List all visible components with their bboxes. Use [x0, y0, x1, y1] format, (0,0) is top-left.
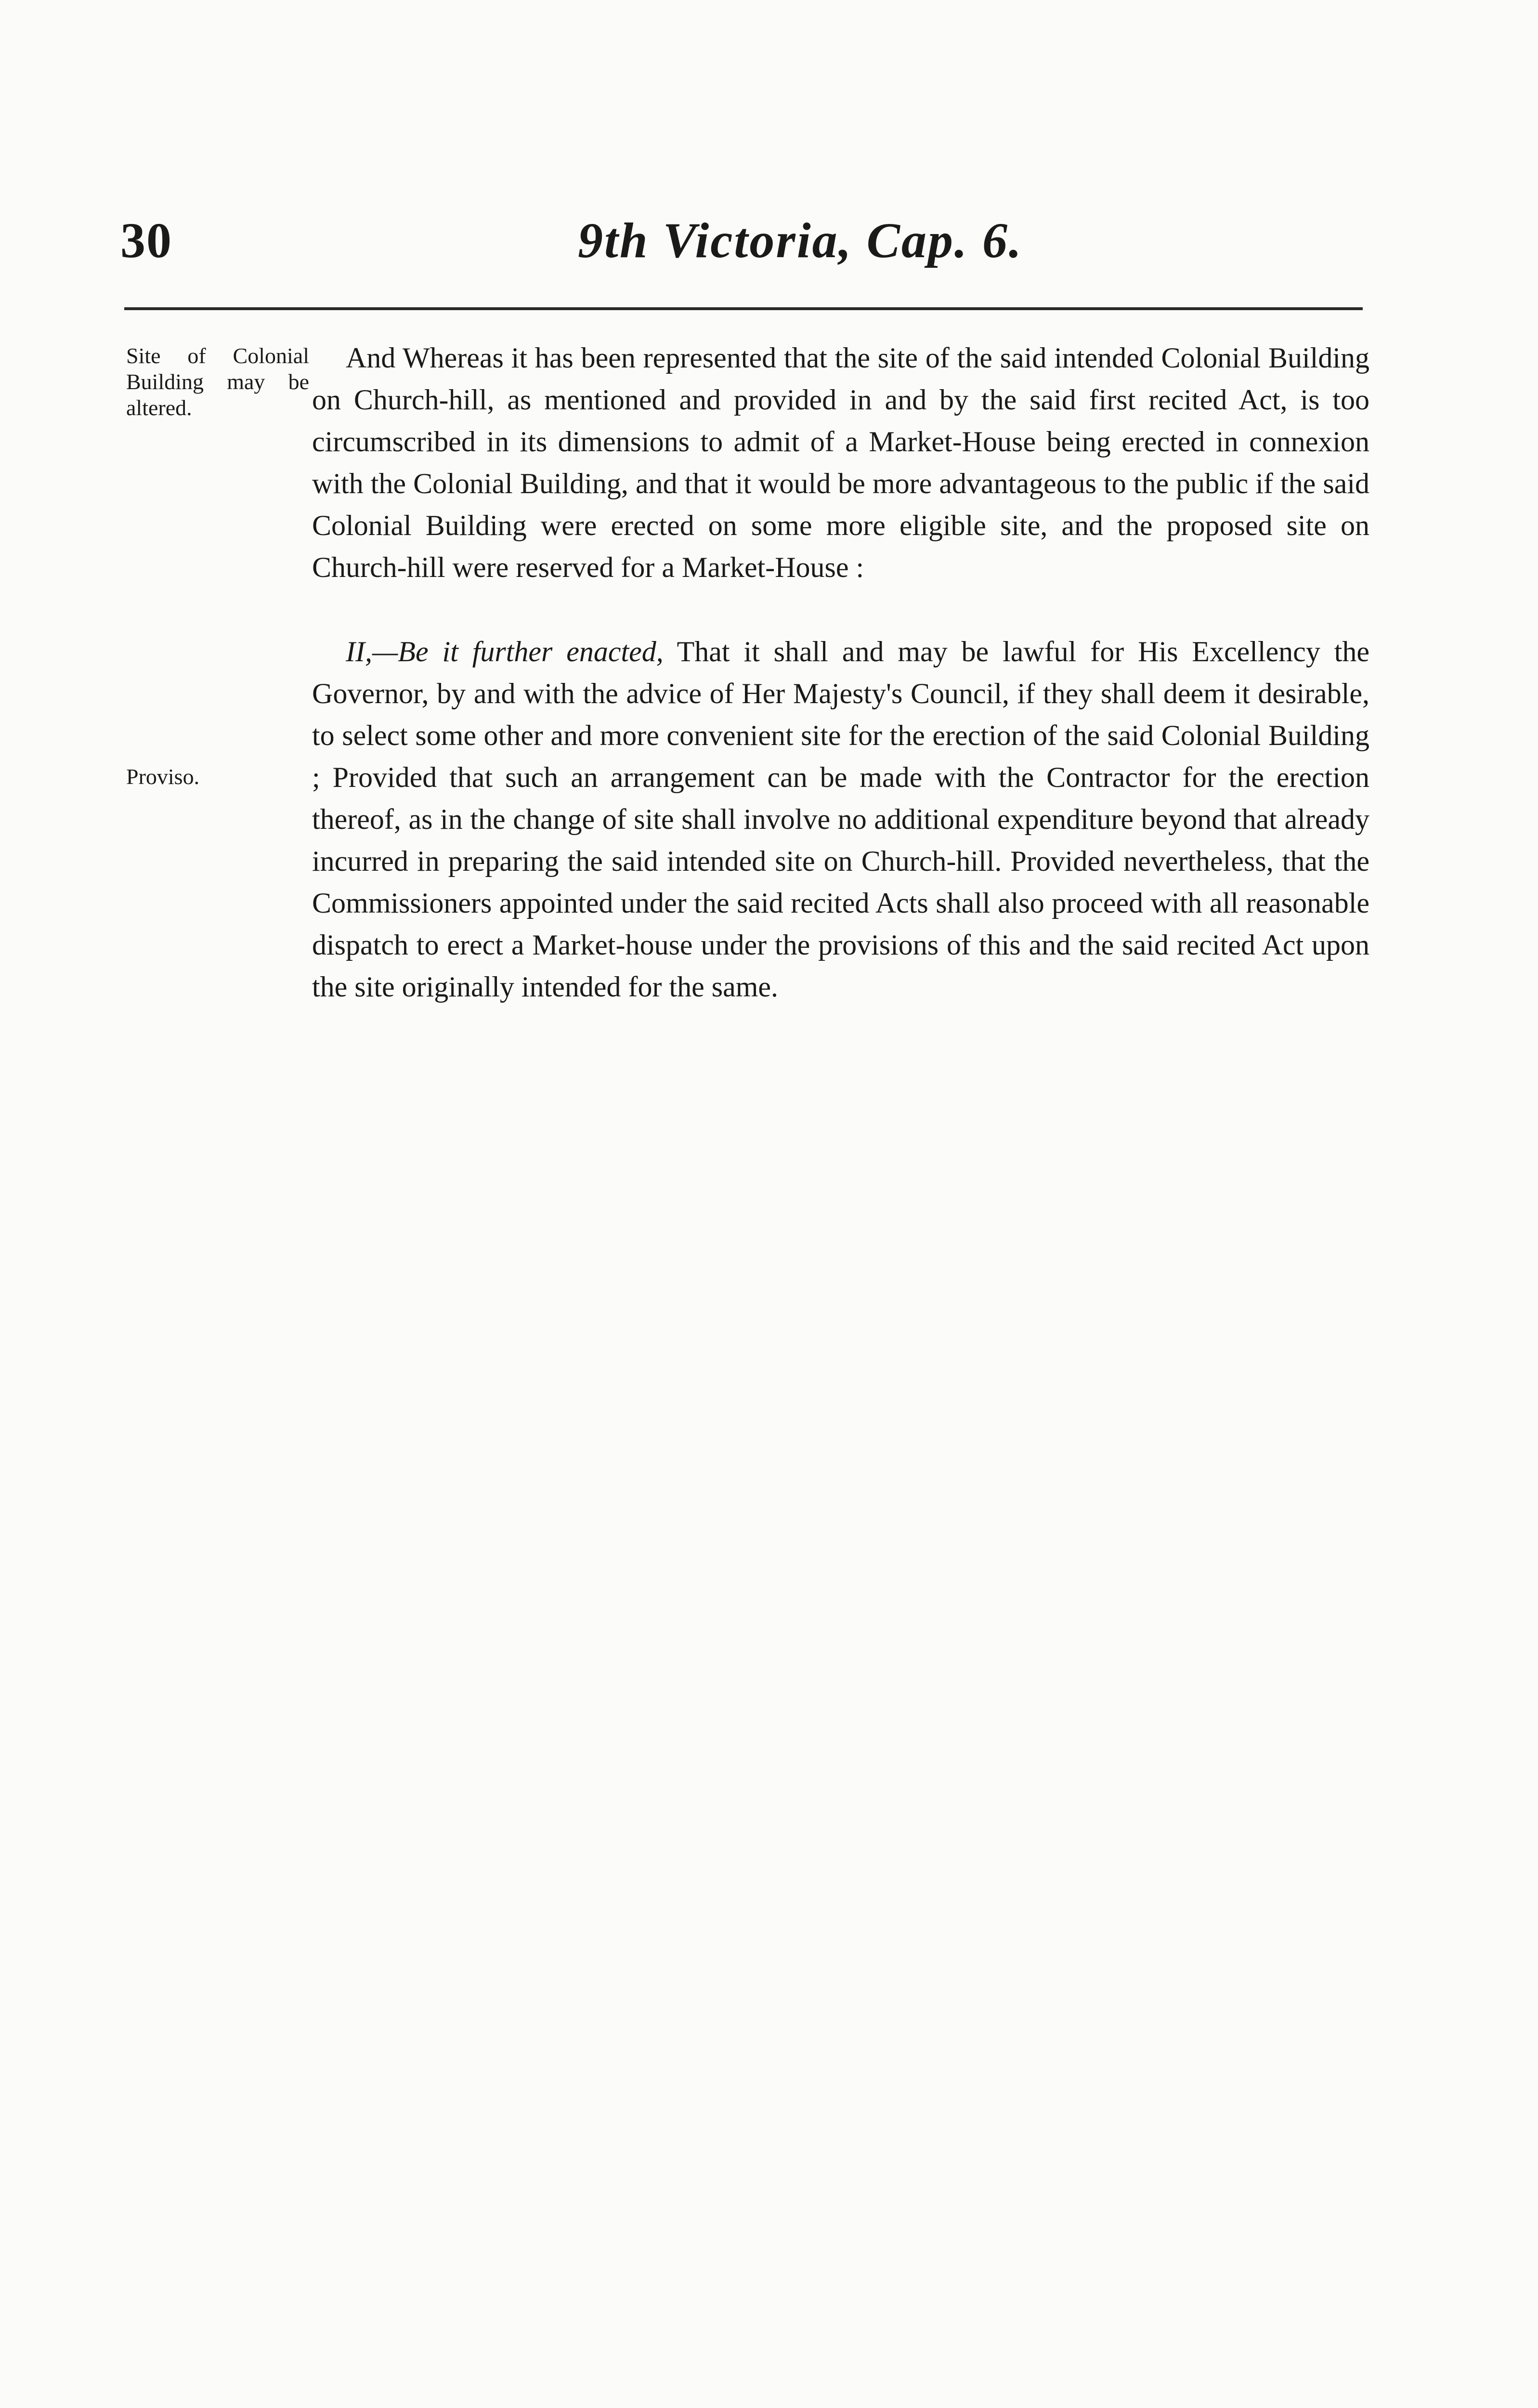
margin-note-proviso: Proviso.	[126, 764, 200, 789]
page-number: 30	[120, 213, 172, 268]
paragraph-section-ii	[312, 631, 1369, 1008]
header-rule	[124, 307, 1363, 310]
margin-note-site: Site of Colonial Building may be altered.	[126, 343, 309, 420]
running-title: 9th Victoria, Cap. 6.	[578, 213, 1023, 268]
paragraph-whereas: And Whereas it has been represented that the site of the said intended Colonial Building on Church-hill, as mentioned and provided in and by the said first recited Act, is too circumscribed in its dimensions to admit of a Market-House being erected in connexion with the Colonial Building, and that it would be more advantageous to the public if the said Colonial Building were erected on some more eligible site, and the proposed site on Church-hill were reserved for a Market-House :	[312, 342, 1369, 583]
section-ii-lead: II,—Be it further enacted,	[346, 636, 664, 667]
section-ii-text: That it shall and may be lawful for His Excellency the Governor, by and with the advice of Her Majesty's Council, if they shall deem it desirable, to select some other and more convenient site for the erection of the said Colonial Building ; Provided that such an arrangement can be made with the Contractor for the erection thereof, as in the change of site shall involve no additional expenditure beyond that already incurred in preparing the said intended site on Church-hill. Provided nevertheless, that the Commissioners appointed under the said recited Acts shall also proceed with all reasonable dispatch to erect a Market-house under the provisions of this and the said recited Act upon the site originally intended for the same.	[312, 636, 1369, 1003]
